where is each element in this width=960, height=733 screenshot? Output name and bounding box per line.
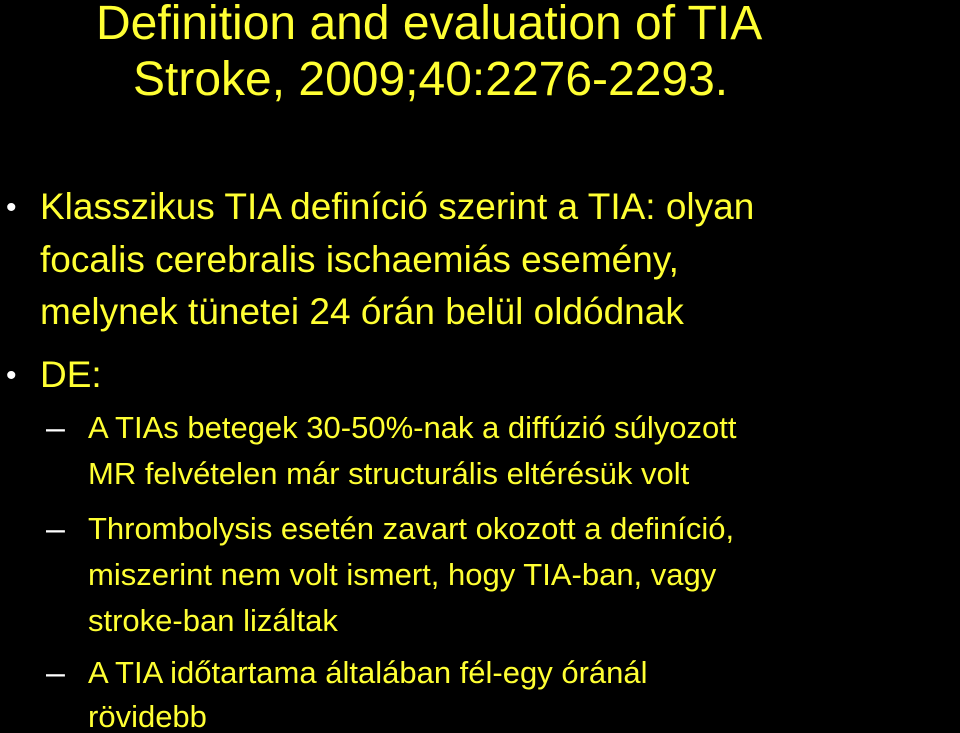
subbullet-2-line-1: Thrombolysis esetén zavart okozott a definíció, [88, 511, 735, 546]
subbullet-marker-1: – [46, 409, 65, 447]
slide-title-line-1: Definition and evaluation of TIA [96, 0, 763, 50]
subbullet-marker-2: – [46, 510, 65, 548]
subbullet-2-line-2: miszerint nem volt ismert, hogy TIA-ban, vagy [88, 557, 717, 592]
bullet-1-line-2: focalis cerebralis ischaemiás esemény, [40, 239, 679, 280]
slide-title-line-2: Stroke, 2009;40:2276-2293. [133, 53, 729, 106]
bullet-marker-2: • [6, 359, 17, 392]
subbullet-3-line-1: A TIA időtartama általában fél-egy óránál [88, 655, 648, 690]
subbullet-marker-3: – [46, 654, 65, 692]
bullet-1-line-3: melynek tünetei 24 órán belül oldódnak [40, 291, 684, 332]
subbullet-2-line-3: stroke-ban lizáltak [88, 603, 338, 638]
bullet-marker-1: • [6, 191, 17, 224]
bullet-1-line-1: Klasszikus TIA definíció szerint a TIA: olyan [40, 186, 755, 227]
subbullet-3-line-2: rövidebb [88, 699, 207, 733]
subbullet-1-line-2: MR felvételen már structurális eltérésük volt [88, 456, 690, 491]
subbullet-1-line-1: A TIAs betegek 30-50%-nak a diffúzió súlyozott [88, 410, 737, 445]
bullet-2-line-1: DE: [40, 354, 102, 395]
